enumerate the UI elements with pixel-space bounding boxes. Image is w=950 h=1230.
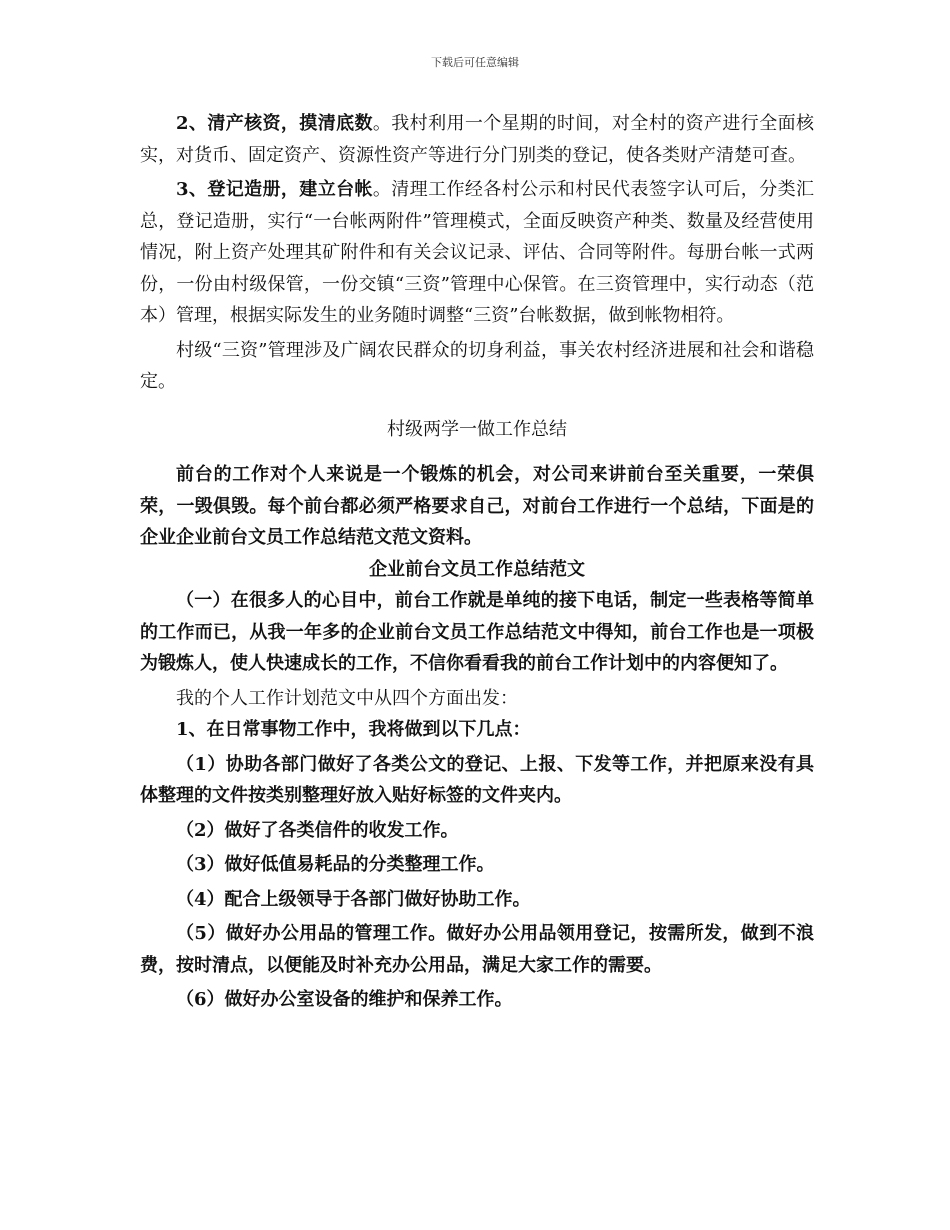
paragraph-lead: 2、清产核资，摸清底数 [176,113,373,134]
paragraph-lead: 3、登记造册，建立台帐 [176,179,373,200]
section-title: 村级两学一做工作总结 [387,418,567,440]
paragraph-register [140,174,814,332]
paragraph-summary: 村级“三资”管理涉及广阔农民群众的切身利益，事关农村经济进展和社会和谐稳定。 [140,339,814,392]
paragraph-text: 。我村利用一个星期的时间，对全村的资产进行全面核实，对货币、固定资产、资源性资产等进行分门别类的登记，使各类财产清楚可查。 [140,113,814,166]
sub-item-4: （4）配合上级领导于各部门做好协助工作。 [176,888,531,910]
sub-item-2: （2）做好了各类信件的收发工作。 [176,819,459,841]
list-item-1: 1、在日常事物工作中，我将做到以下几点： [176,719,531,740]
paragraph-intro: 前台的工作对个人来说是一个锻炼的机会，对公司来讲前台至关重要，一荣俱荣，一毁俱毁。每个前台都必须严格要求自己，对前台工作进行一个总结，下面是的企业企业前台文员工作总结范文范文资料。 [140,464,814,548]
sub-item-6: （6）做好办公室设备的维护和保养工作。 [176,989,513,1010]
paragraph-text: 。清理工作经各村公示和村民代表签字认可后，分类汇总，登记造册，实行“一台帐两附件”管理模式，全面反映资产种类、数量及经营使用情况，附上资产处理其矿附件和有关会议记录、评估、合同等附件。每册台帐一式两份，一份由村级保管，一份交镇“三资”管理中心保管。在三资管理中，实行动态（范本）管理，根据实际发生的业务随时调整“三资”台帐数据，做到帐物相符。 [140,179,814,326]
sub-item-5: （5）做好办公用品的管理工作。做好办公用品领用登记，按需所发，做到不浪费，按时清点，以便能及时补充办公用品，满足大家工作的需要。 [140,923,814,976]
article-title: 企业前台文员工作总结范文 [369,558,585,580]
page-header: 下载后可任意编辑 [431,56,519,69]
paragraph-one: （一）在很多人的心目中，前台工作就是单纯的接下电话，制定一些表格等简单的工作而已，从我一年多的企业前台文员工作总结范文中得知，前台工作也是一项极为锻炼人，使人快速成长的工作，不信你看看我的前台工作计划中的内容便知了。 [140,590,814,674]
paragraph-inventory [140,108,814,171]
document-body [140,108,814,1016]
paragraph-plan-intro: 我的个人工作计划范文中从四个方面出发： [176,687,518,709]
sub-item-3: （3）做好低值易耗品的分类整理工作。 [176,854,495,875]
sub-item-1: （1）协助各部门做好了各类公文的登记、上报、下发等工作，并把原来没有具体整理的文件按类别整理好放入贴好标签的文件夹内。 [140,753,814,806]
